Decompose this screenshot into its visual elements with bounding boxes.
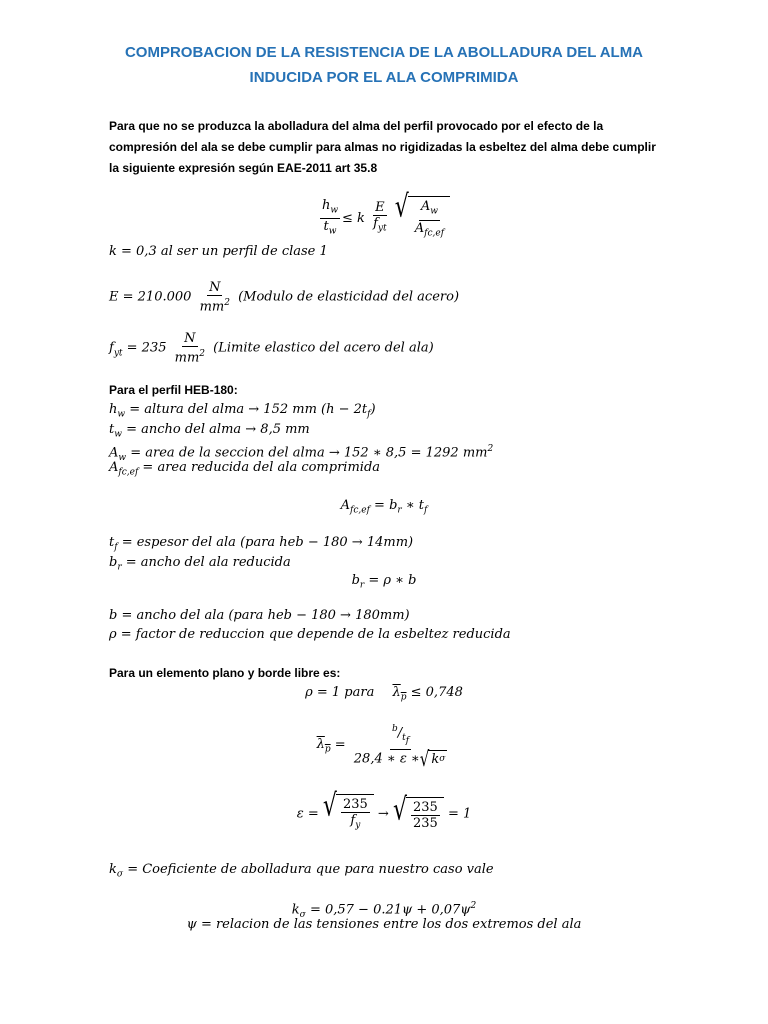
- epsilon-formula: ε = √ $\frac{235}{f_y}$ → √ $\frac{235}{235}$ = 1: [0, 794, 768, 834]
- hw-line: $h_w$ = altura del alma → 152 mm $(h - 2t_f)$: [109, 402, 376, 420]
- afc-formula: $A_{fc,ef} = b_r$ ∗ $t_f$: [340, 498, 428, 516]
- tf-text: = espesor del ala (para heb − 180 → 14mm): [121, 535, 414, 550]
- slenderness-inequality: $\frac{h_w}{t_w}$ ≤ k $\frac{E}{f_{yt}}$ √ $\frac{A_w}{A_{fc,ef}}$: [0, 196, 768, 241]
- fyt-value: = 235: [126, 340, 167, 356]
- rho-condition: ρ = 1 para $\lambda_p \le 0,748$: [305, 685, 463, 703]
- b-text: = ancho del ala (para heb − 180 → 180mm): [121, 608, 410, 623]
- rho-text: = factor de reduccion que depende de la esbeltez reducida: [120, 627, 511, 642]
- tw-line: $t_w$ = ancho del alma → 8,5 mm: [109, 422, 310, 440]
- e-value: = 210.000: [122, 289, 192, 305]
- tw-text: = ancho del alma → 8,5 mm: [126, 422, 310, 437]
- hw-text: = altura del alma → 152 mm (h − 2t: [129, 402, 368, 417]
- fyt-note: (Limite elastico del acero del ala): [213, 340, 434, 356]
- ksigma-formula: $k_\sigma = 0,57 - 0.21\psi + 0,07\psi^2$: [291, 901, 477, 920]
- plate-heading: Para un elemento plano y borde libre es:: [109, 666, 341, 680]
- rho-line: ρ = factor de reduccion que depende de la esbeltez reducida: [109, 627, 511, 642]
- intro-line-3: la siguiente expresión según EAE-2011 art 35.8: [109, 161, 378, 175]
- title-line-2: INDUCIDA POR EL ALA COMPRIMIDA: [249, 69, 519, 86]
- tf-line: $t_f$ = espesor del ala (para heb − 180 → 14mm): [109, 535, 414, 553]
- psi-definition: ψ = relacion de las tensiones entre los dos extremos del ala: [186, 917, 582, 932]
- br-formula: $b_r = \rho$ ∗ b: [351, 573, 417, 591]
- br-text: = ancho del ala reducida: [125, 555, 291, 570]
- b-line: b = ancho del ala (para heb − 180 → 180mm): [109, 608, 410, 623]
- k-text: = 0,3 al ser un perfil de clase 1: [121, 244, 328, 259]
- aw-text: = area de la seccion del alma → 152 ∗ 8,5 = 1292 mm: [130, 445, 488, 461]
- k-definition: k = 0,3 al ser un perfil de clase 1: [109, 244, 328, 259]
- afc-text: = area reducida del ala comprimida: [142, 460, 381, 475]
- lambda-formula: $\lambda_p$ = $^b/_{t_f}$ 28,4 ∗ ε ∗ √ k σ: [316, 724, 446, 772]
- ksigma-definition: $k_\sigma$ = Coeficiente de abolladura que para nuestro caso vale: [109, 862, 494, 880]
- intro-line-1: Para que no se produzca la abolladura del alma del perfil provocado por el efecto de la: [109, 119, 604, 133]
- profile-heading: Para el perfil HEB-180:: [109, 383, 238, 397]
- br-line: $b_r$ = ancho del ala reducida: [109, 555, 291, 573]
- aw-line: $A_w$ = area de la seccion del alma → 152 ∗ 8,5 = 1292 $mm^2$: [109, 444, 494, 463]
- afc-line: $A_{fc,ef}$ = area reducida del ala comprimida: [109, 460, 381, 478]
- ksigma-formula-text: = 0,57 − 0.21ψ + 0,07ψ: [309, 902, 471, 918]
- intro-paragraph: [109, 116, 669, 179]
- intro-line-2: compresión del ala se debe cumplir para almas no rigidizadas la esbeltez del alma debe cumplir: [109, 140, 656, 154]
- rho-cond-text: = 1 para: [316, 685, 375, 700]
- rho-limit: ≤ 0,748: [410, 685, 463, 700]
- document-title: [60, 40, 708, 90]
- e-definition: E = 210.000 $\frac{N}{mm^2}$ (Modulo de elasticidad del acero): [109, 280, 460, 315]
- lambda-den-text: 28,4 ∗ ε ∗: [353, 751, 420, 767]
- psi-def-text: = relacion de las tensiones entre los dos extremos del ala: [200, 917, 582, 932]
- eps-result: = 1: [447, 806, 472, 822]
- ksigma-def-text: = Coeficiente de abolladura que para nuestro caso vale: [127, 862, 494, 877]
- title-line-1: COMPROBACION DE LA RESISTENCIA DE LA ABOLLADURA DEL ALMA: [124, 44, 644, 61]
- fyt-definition: $f_{yt} = 235$ $\frac{N}{mm^2}$ (Limite elastico del acero del ala): [109, 331, 434, 366]
- e-note: (Modulo de elasticidad del acero): [238, 289, 460, 305]
